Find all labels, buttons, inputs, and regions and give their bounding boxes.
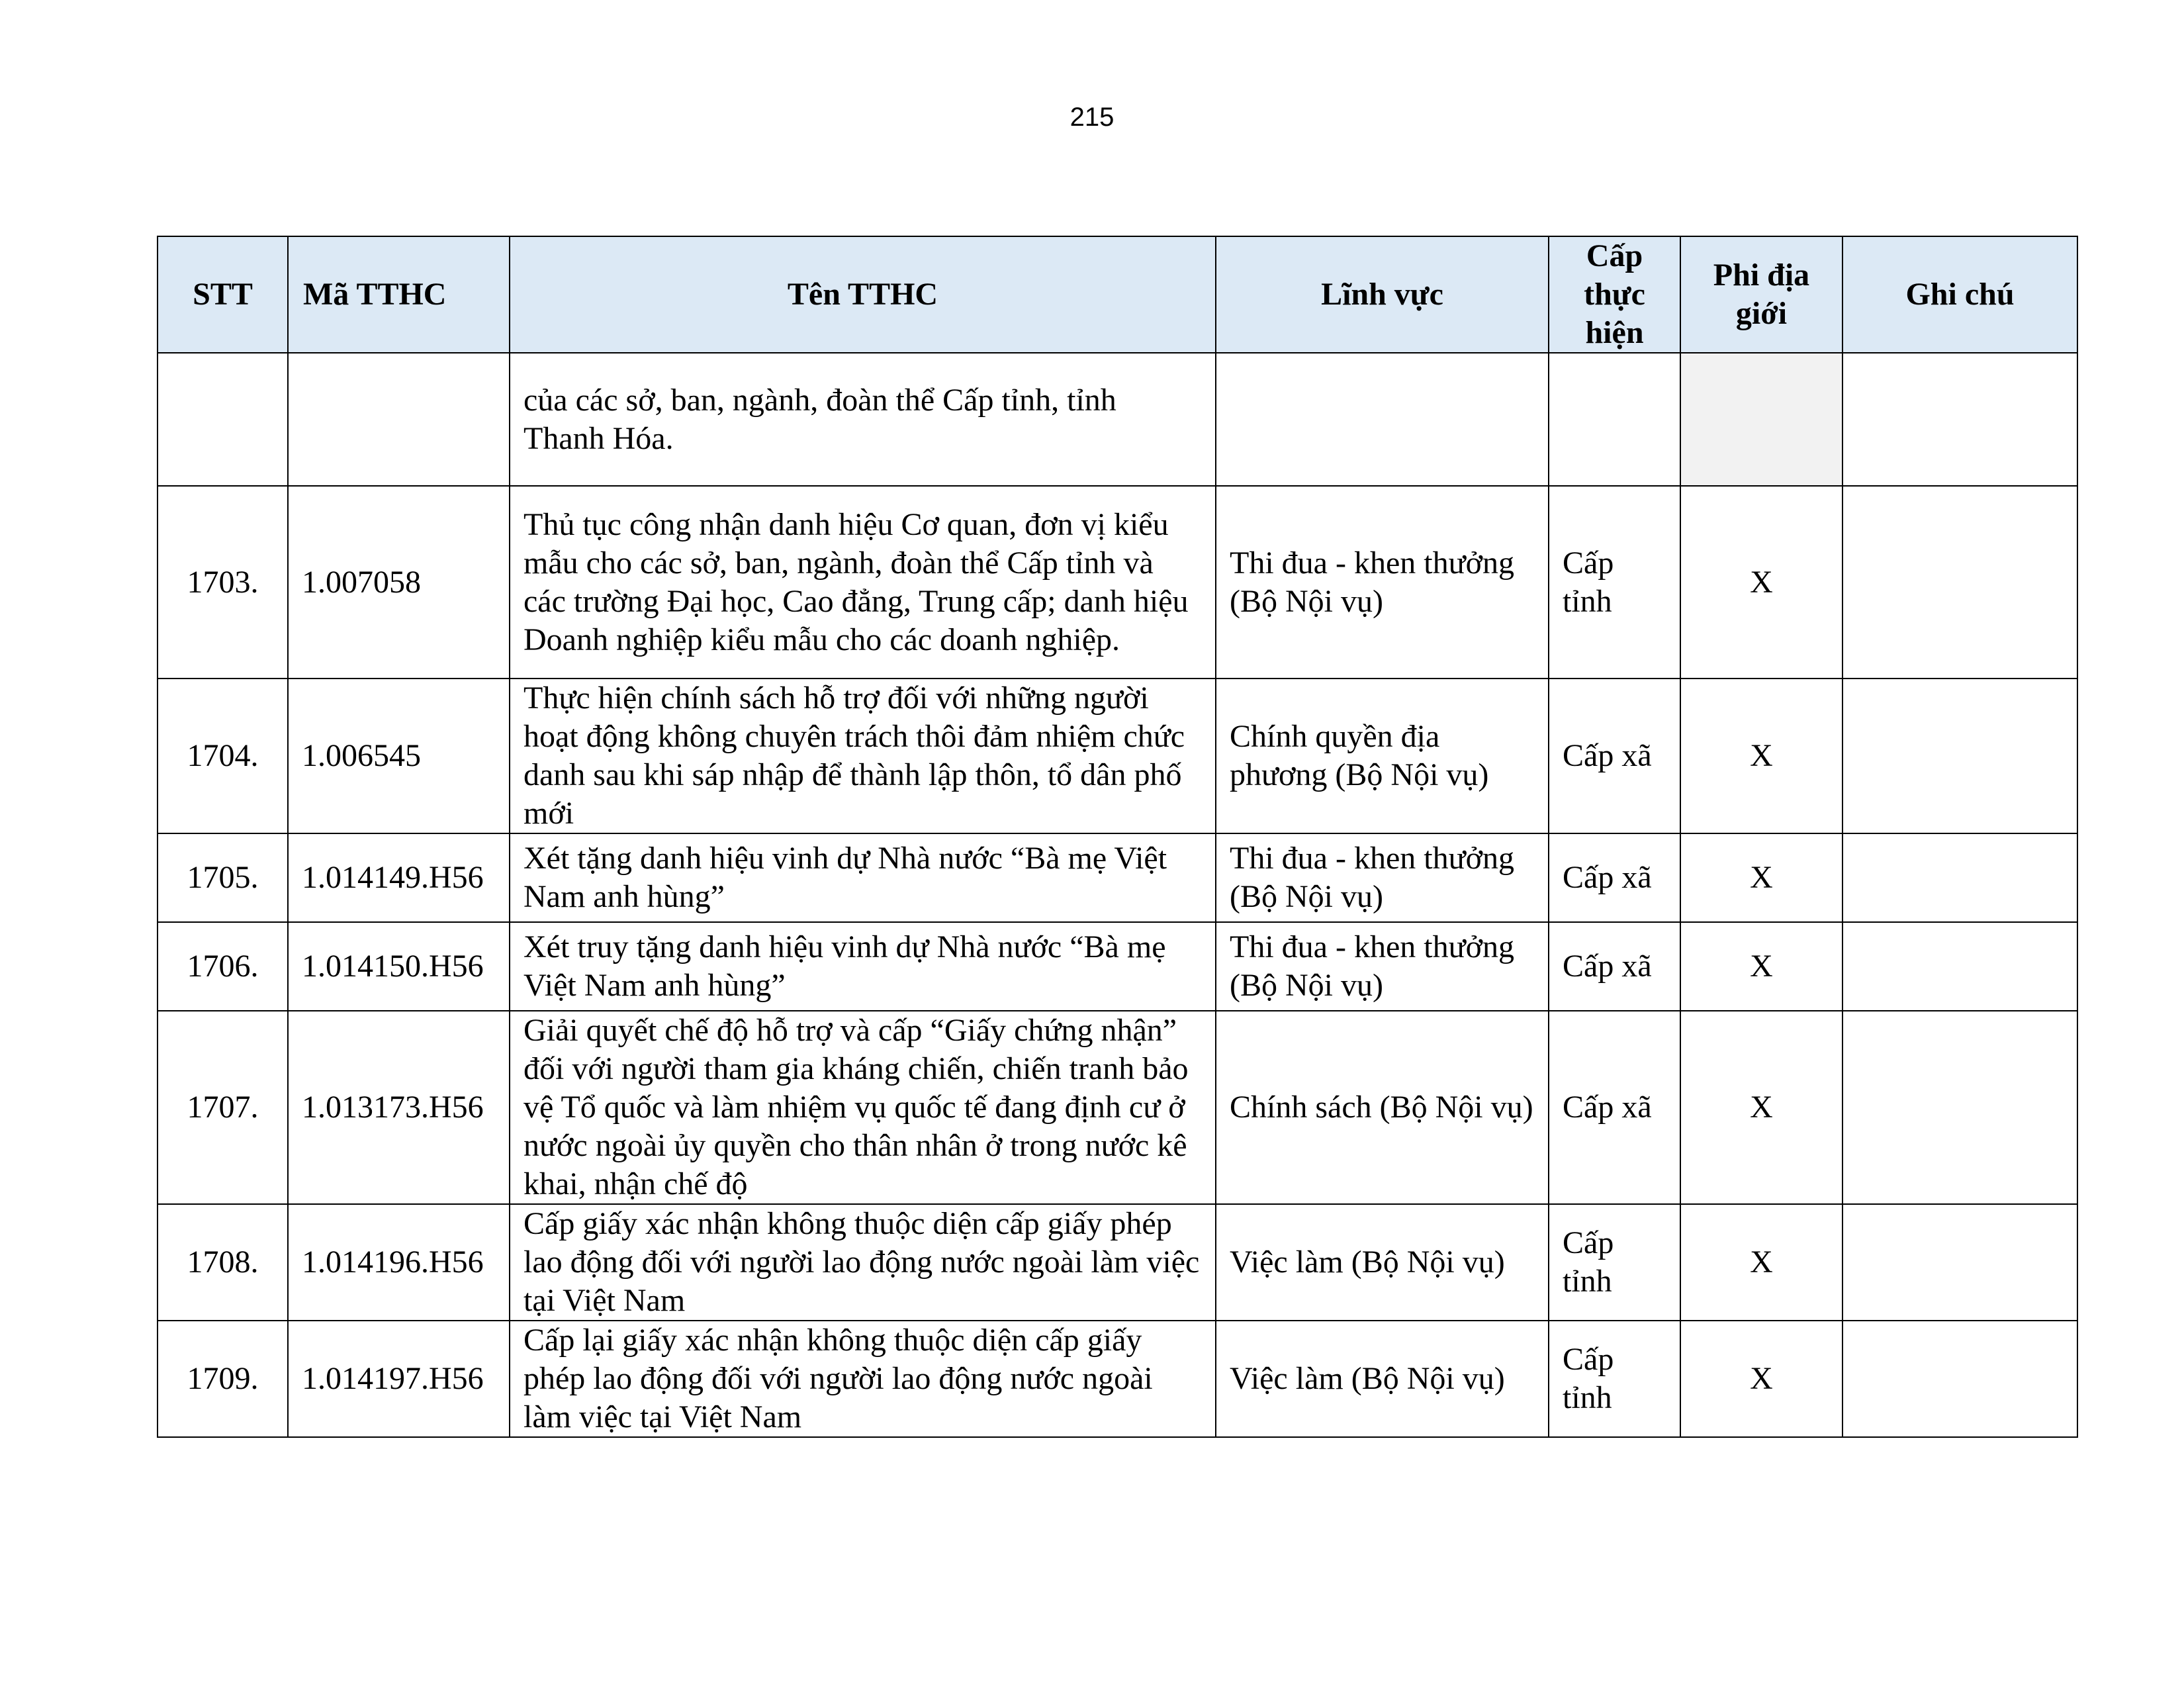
cell-linh-vuc: Chính quyền địa phương (Bộ Nội vụ) <box>1216 679 1549 833</box>
cell-stt: 1703. <box>158 486 288 679</box>
cell-ma-tthc <box>288 353 510 486</box>
table-row <box>158 1321 2077 1437</box>
cell-cap: Cấp tỉnh <box>1549 1321 1680 1437</box>
cell-stt: 1708. <box>158 1204 288 1321</box>
table-row <box>158 922 2077 1011</box>
cell-stt: 1707. <box>158 1011 288 1204</box>
cell-ghi-chu <box>1843 1204 2077 1321</box>
cell-phi-dia-gioi: X <box>1680 486 1843 679</box>
cell-stt: 1706. <box>158 922 288 1011</box>
cell-phi-dia-gioi: X <box>1680 1321 1843 1437</box>
cell-ghi-chu <box>1843 833 2077 922</box>
cell-phi-dia-gioi: X <box>1680 679 1843 833</box>
cell-phi-dia-gioi: X <box>1680 922 1843 1011</box>
header-cap-thuc-hien: Cấp thực hiện <box>1549 236 1680 353</box>
cell-linh-vuc: Chính sách (Bộ Nội vụ) <box>1216 1011 1549 1204</box>
header-linh-vuc: Lĩnh vực <box>1216 236 1549 353</box>
cell-cap: Cấp tỉnh <box>1549 1204 1680 1321</box>
cell-stt: 1709. <box>158 1321 288 1437</box>
cell-ten-tthc: Giải quyết chế độ hỗ trợ và cấp “Giấy chứng nhận” đối với người tham gia kháng chiến, chiến tranh bảo vệ Tổ quốc và làm nhiệm vụ quốc tế đang định cư ở nước ngoài ủy quyền cho thân nhân ở trong nước kê khai, nhận chế độ <box>510 1011 1216 1204</box>
cell-ma-tthc: 1.007058 <box>288 486 510 679</box>
header-phi-dia-gioi: Phi địa giới <box>1680 236 1843 353</box>
table-header-row <box>158 236 2077 353</box>
cell-cap: Cấp xã <box>1549 1011 1680 1204</box>
cell-ghi-chu <box>1843 679 2077 833</box>
cell-phi-dia-gioi <box>1680 353 1843 486</box>
table-row <box>158 1204 2077 1321</box>
cell-ma-tthc: 1.014149.H56 <box>288 833 510 922</box>
cell-ten-tthc: Thực hiện chính sách hỗ trợ đối với những người hoạt động không chuyên trách thôi đảm nhiệm chức danh sau khi sáp nhập để thành lập thôn, tổ dân phố mới <box>510 679 1216 833</box>
cell-phi-dia-gioi: X <box>1680 1011 1843 1204</box>
table-row-continuation <box>158 353 2077 486</box>
cell-ghi-chu <box>1843 353 2077 486</box>
cell-ma-tthc: 1.014196.H56 <box>288 1204 510 1321</box>
cell-cap <box>1549 353 1680 486</box>
table-row <box>158 833 2077 922</box>
cell-ma-tthc: 1.013173.H56 <box>288 1011 510 1204</box>
cell-linh-vuc: Thi đua - khen thưởng (Bộ Nội vụ) <box>1216 833 1549 922</box>
cell-stt: 1705. <box>158 833 288 922</box>
header-stt: STT <box>158 236 288 353</box>
cell-ten-tthc: Cấp lại giấy xác nhận không thuộc diện cấp giấy phép lao động đối với người lao động nước ngoài làm việc tại Việt Nam <box>510 1321 1216 1437</box>
cell-stt: 1704. <box>158 679 288 833</box>
header-ghi-chu: Ghi chú <box>1843 236 2077 353</box>
cell-ma-tthc: 1.014197.H56 <box>288 1321 510 1437</box>
cell-stt <box>158 353 288 486</box>
cell-ghi-chu <box>1843 922 2077 1011</box>
page-number: 215 <box>1069 103 1115 132</box>
cell-cap: Cấp tỉnh <box>1549 486 1680 679</box>
cell-ma-tthc: 1.014150.H56 <box>288 922 510 1011</box>
header-ma-tthc: Mã TTHC <box>288 236 510 353</box>
cell-phi-dia-gioi: X <box>1680 833 1843 922</box>
table-row <box>158 486 2077 679</box>
cell-ghi-chu <box>1843 1011 2077 1204</box>
cell-phi-dia-gioi: X <box>1680 1204 1843 1321</box>
cell-linh-vuc: Thi đua - khen thưởng (Bộ Nội vụ) <box>1216 922 1549 1011</box>
procedures-table <box>157 236 2078 1438</box>
cell-ten-tthc: Xét tặng danh hiệu vinh dự Nhà nước “Bà mẹ Việt Nam anh hùng” <box>510 833 1216 922</box>
header-ten-tthc: Tên TTHC <box>510 236 1216 353</box>
table-row <box>158 679 2077 833</box>
cell-linh-vuc: Việc làm (Bộ Nội vụ) <box>1216 1204 1549 1321</box>
cell-ten-tthc: Cấp giấy xác nhận không thuộc diện cấp giấy phép lao động đối với người lao động nước ngoài làm việc tại Việt Nam <box>510 1204 1216 1321</box>
cell-linh-vuc: Việc làm (Bộ Nội vụ) <box>1216 1321 1549 1437</box>
cell-linh-vuc: Thi đua - khen thưởng (Bộ Nội vụ) <box>1216 486 1549 679</box>
cell-cap: Cấp xã <box>1549 679 1680 833</box>
table-row <box>158 1011 2077 1204</box>
cell-ten-tthc: Xét truy tặng danh hiệu vinh dự Nhà nước “Bà mẹ Việt Nam anh hùng” <box>510 922 1216 1011</box>
cell-ghi-chu <box>1843 1321 2077 1437</box>
cell-ten-tthc: của các sở, ban, ngành, đoàn thể Cấp tỉnh, tỉnh Thanh Hóa. <box>510 353 1216 486</box>
cell-ten-tthc: Thủ tục công nhận danh hiệu Cơ quan, đơn vị kiểu mẫu cho các sở, ban, ngành, đoàn thể Cấp tỉnh và các trường Đại học, Cao đẳng, Trung cấp; danh hiệu Doanh nghiệp kiểu mẫu cho các doanh nghiệp. <box>510 486 1216 679</box>
cell-linh-vuc <box>1216 353 1549 486</box>
cell-cap: Cấp xã <box>1549 922 1680 1011</box>
cell-ghi-chu <box>1843 486 2077 679</box>
cell-ma-tthc: 1.006545 <box>288 679 510 833</box>
cell-cap: Cấp xã <box>1549 833 1680 922</box>
